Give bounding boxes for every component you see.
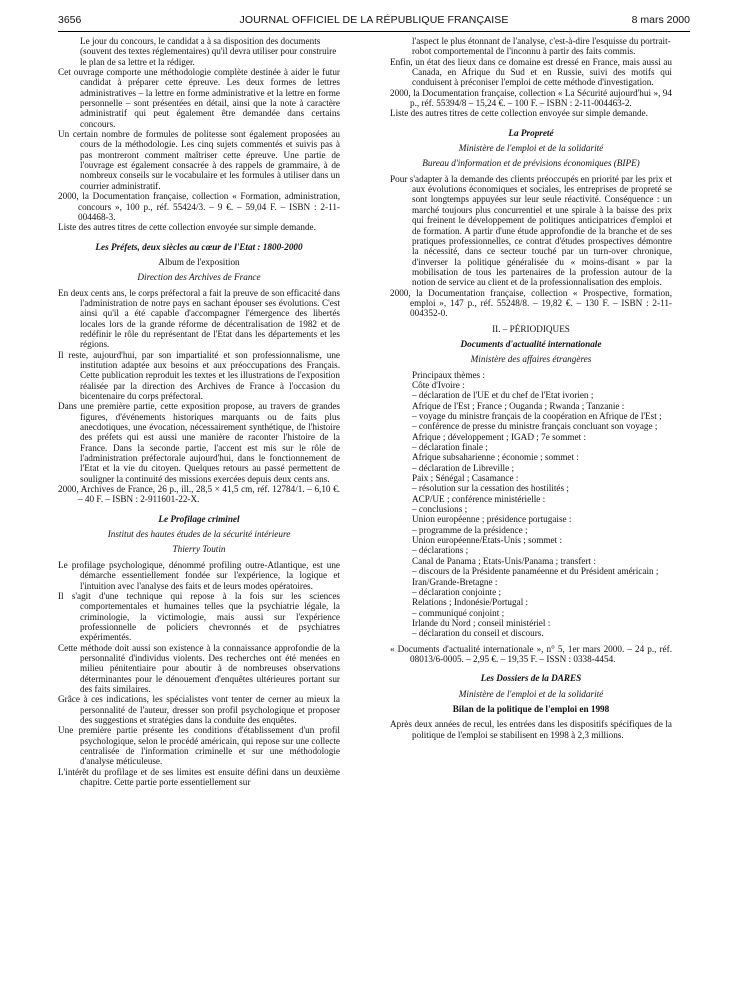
ministry: Ministère de l'emploi et de la solidarité [458, 688, 604, 699]
reference: 2000, la Documentation française, collection « La Sécurité aujourd'hui », 94 p., réf. 55394/8 – 15,24 €. – 100 F. – ISBN : 2-11-004463-2. [390, 87, 672, 109]
list-note: Liste des autres titres de cette collection envoyée sur simple demande. [58, 222, 316, 233]
paragraph: l'aspect le plus étonnant de l'analyse, c'est-à-dire l'esquisse du portrait-robot comportemental de l'inconnu à partir des faits commis. [412, 36, 671, 57]
right-column [390, 36, 672, 740]
theme-line: – déclaration finale ; [412, 442, 488, 453]
subtitle: Bilan de la politique de l'emploi en 1998 [452, 703, 610, 714]
issue-date: 8 mars 2000 [631, 14, 690, 26]
page-header [58, 14, 690, 30]
theme-line: Côte d'Ivoire : [412, 379, 465, 390]
part-heading: II. – PÉRIODIQUES [492, 323, 570, 334]
theme-line: Afrique ; développement ; IGAD ; 7e sommet : [412, 431, 587, 442]
theme-line: Afrique de l'Est ; France ; Ouganda ; Rwanda ; Tanzanie : [412, 400, 625, 411]
reference: 2000, Archives de France, 26 p., ill., 28,5 × 41,5 cm, réf. 12784/1. – 6,10 €. – 40 F. – ISBN : 2-911601-22-X. [58, 484, 340, 505]
page-number: 3656 [58, 14, 82, 26]
paragraph: Après deux années de recul, les entrées dans les dispositifs spécifiques de la politique de l'emploi se stabilisent en 1998 à 2,3 millions. [390, 719, 672, 740]
theme-line: – déclarations ; [412, 545, 469, 556]
author: Direction des Archives de France [137, 272, 261, 283]
theme-line: – communiqué conjoint ; [412, 607, 505, 618]
theme-line: Relations ; Indonésie/Portugal : [412, 597, 529, 608]
theme-line: – programme de la présidence ; [412, 524, 528, 535]
header-rule [58, 31, 690, 32]
paragraph: Il s'agit d'une technique qui repose à la fois sur les sciences comportementales et humaines telles que la psychiatrie légale, la criminologie, la victimologie, mais aussi sur l'expérience professionnelle de policiers chevronnés et de psychiatres expérimentés. [58, 590, 340, 643]
list-note: Liste des autres titres de cette collection envoyée sur simple demande. [390, 108, 648, 119]
paragraph: Le jour du concours, le candidat a à sa disposition des documents (souvent des textes réglementaires) qu'il devra utiliser pour construire le plan de sa lettre et la rédiger. [80, 36, 337, 67]
theme-line: Paix ; Sénégal ; Casamance : [412, 473, 519, 484]
theme-line: – voyage du ministre français de la coopération en Afrique de l'Est ; [412, 411, 662, 421]
theme-line: – résolution sur la cessation des hostilités ; [412, 483, 569, 494]
paragraph: Pour s'adapter à la demande des clients préoccupés en priorité par les prix et aux évolutions économiques et sociales, les entreprises de propreté se sont longtemps appuyées sur leur seule réactivité. Conséquence : un marché toujours plus concurrentiel et une spirale à la baisse des prix qui freinent le développement de politiques anticipatrices d'emploi et de formation. A partir d'une étude approfondie de la branche et de ses pratiques professionnelles, ce contrat d'études prospectives démontre la nécessité, dans ce secteur touché par un turn-over chronique, d'inverser la politique généralisée du « moins-disant » par la mobilisation de tous les partenaires de la profession autour de la notion de service au client et de la professionnalisation des emplois. [390, 173, 672, 288]
paragraph: Enfin, un état des lieux dans ce domaine est dressé en France, mais aussi au Canada, en Afrique du Sud et en Russie, suivi des motifs qui conduisent à préconiser l'emploi de cette méthode d'investigation. [390, 56, 672, 88]
theme-line: Iran/Grande-Bretagne : [412, 576, 498, 587]
paragraph: Une première partie présente les conditions d'établissement d'un profil psychologique, selon le procédé américain, qui repose sur une collecte centralisée de l'information criminelle et sur une méthodologie d'analyse méticuleuse. [58, 725, 340, 767]
paragraph: Cette méthode doit aussi son existence à la connaissance approfondie de la personnalité d'individus violents. Des recherches ont été menées en milieu pénitentiaire pour aboutir à de nombreuses observations déterminantes pour le dénouement d'enquêtes ultérieures portant sur des faits similaires. [58, 642, 340, 694]
theme-line: – déclaration conjointe ; [412, 586, 502, 597]
paragraph: Grâce à ces indications, les spécialistes vont tenter de cerner au mieux la personnalité de l'auteur, dresser son profil psychologique et proposer des suggestions et stratégies dans la conduite des enquêtes. [58, 694, 340, 725]
reference: « Documents d'actualité internationale », n° 5, 1er mars 2000. – 24 p., réf. 08013/6-0005. – 2,95 €. – 19,35 F. – ISSN : 0338-4454. [390, 643, 672, 664]
paragraph: Dans une première partie, cette exposition propose, au travers de grandes figures, d'événements historiques marquants ou de faits plus anecdotiques, une évocation, nécessairement synthétique, de l'histoire des préfets qui est aussi une manière de raconter l'histoire de la France. Dans la seconde partie, l'accent est mis sur le rôle de l'administration préfectorale aujourd'hui, dans le fonctionnement de l'Etat et la vie du citoyen. Quelques retours au passé permettent de souligner la continuité des missions exercées depuis deux cents ans. [58, 401, 340, 484]
journal-title: JOURNAL OFFICIEL DE LA RÉPUBLIQUE FRANÇAISE [239, 14, 509, 26]
paragraph: Cet ouvrage comporte une méthodologie complète destinée à aider le futur candidat à préparer cette épreuve. Les deux formes de lettres administratives – la lettre en forme administrative et la lettre en forme personnelle – sont présentées en détail, ainsi que la note à caractère administratif qui peut également être demandée dans certains concours. [58, 67, 340, 129]
themes-list [390, 370, 672, 639]
section-title: Documents d'actualité internationale [460, 338, 602, 349]
theme-line: Afrique subsaharienne ; économie ; sommet : [412, 452, 579, 463]
paragraph: Un certain nombre de formules de politesse sont également proposées au cours de la méthodologie. Les cinq sujets commentés et suivis pas à pas montreront comment maîtriser cette épreuve. Une partie de l'ouvrage est également consacrée à des rappels de grammaire, à de nombreux conseils sur le vocabulaire et les formules à utiliser dans un courrier administratif. [58, 129, 340, 191]
paragraph: Le profilage psychologique, dénommé profiling outre-Atlantique, est une démarche essentiellement fondée sur l'expérience, la logique et l'intuition avec l'analyse des faits et de leurs modes opératoires. [58, 559, 340, 591]
theme-line: – déclaration de l'UE et du chef de l'Etat ivorien ; [412, 390, 594, 401]
theme-line: – conférence de presse du ministre français concluant son voyage ; [412, 421, 658, 432]
theme-line: – déclaration du conseil et discours. [412, 628, 544, 639]
theme-line: Canal de Panama ; Etats-Unis/Panama ; transfert : [412, 555, 596, 566]
theme-line: Union européenne/Etats-Unis ; sommet : [412, 535, 563, 546]
section-title: Les Préfets, deux siècles au cœur de l'Etat : 1800-2000 [95, 241, 303, 252]
theme-line: – conclusions ; [412, 504, 468, 515]
section-title: Les Dossiers de la DARES [480, 673, 582, 684]
subtitle: Album de l'exposition [158, 256, 240, 267]
author: Thierry Toutin [172, 544, 226, 555]
theme-line: ACP/UE ; conférence ministérielle : [412, 493, 546, 504]
reference: 2000, la Documentation française, collection « Formation, administration, concours », 100 p., réf. 55424/3. – 9 €. – 59,04 F. – ISBN : 2-11-004468-3. [58, 191, 340, 222]
ministry: Ministère de l'emploi et de la solidarité [458, 143, 604, 154]
institution: Institut des hautes études de la sécurité intérieure [107, 529, 291, 540]
reference: 2000, la Documentation française, collection « Prospective, formation, emploi », 147 p., réf. 55248/8. – 19,82 €. – 130 F. – ISBN : 2-11-004352-0. [390, 287, 672, 319]
paragraph: Il reste, aujourd'hui, par son impartialité et son professionnalisme, une institution adaptée aux besoins et aux préoccupations des Français. Cette publication reproduit les textes et les illustrations de l'exposition réalisée par la direction des Archives de France à l'occasion du bicentenaire du corps préfectoral. [58, 349, 340, 401]
theme-line: Principaux thèmes : [412, 369, 485, 380]
section-title: Le Profilage criminel [158, 513, 240, 524]
paragraph: En deux cents ans, le corps préfectoral a fait la preuve de son efficacité dans l'administration de notre pays en sachant épouser ses évolutions. C'est ainsi qu'il a été capable d'accompagner l'émergence des libertés locales lors de la grande réforme de décentralisation de 1982 et de redéfinir le rôle du représentant de l'Etat dans les départements et les régions. [58, 287, 340, 350]
theme-line: Union européenne ; présidence portugaise : [412, 514, 572, 525]
section-title: La Propreté [508, 127, 554, 138]
bureau: Bureau d'information et de prévisions économiques (BIPE) [422, 158, 640, 169]
ministry: Ministère des affaires étrangères [470, 354, 592, 365]
theme-line: – discours de la Présidente panaméenne et du Président américain ; [412, 566, 659, 577]
paragraph: L'intérêt du profilage et de ses limites est ensuite défini dans un deuxième chapitre. Cette partie porte essentiellement sur [58, 766, 340, 788]
theme-line: Irlande du Nord ; conseil ministériel : [412, 617, 551, 628]
theme-line: – déclaration de Libreville ; [412, 462, 515, 473]
left-column [58, 36, 340, 787]
